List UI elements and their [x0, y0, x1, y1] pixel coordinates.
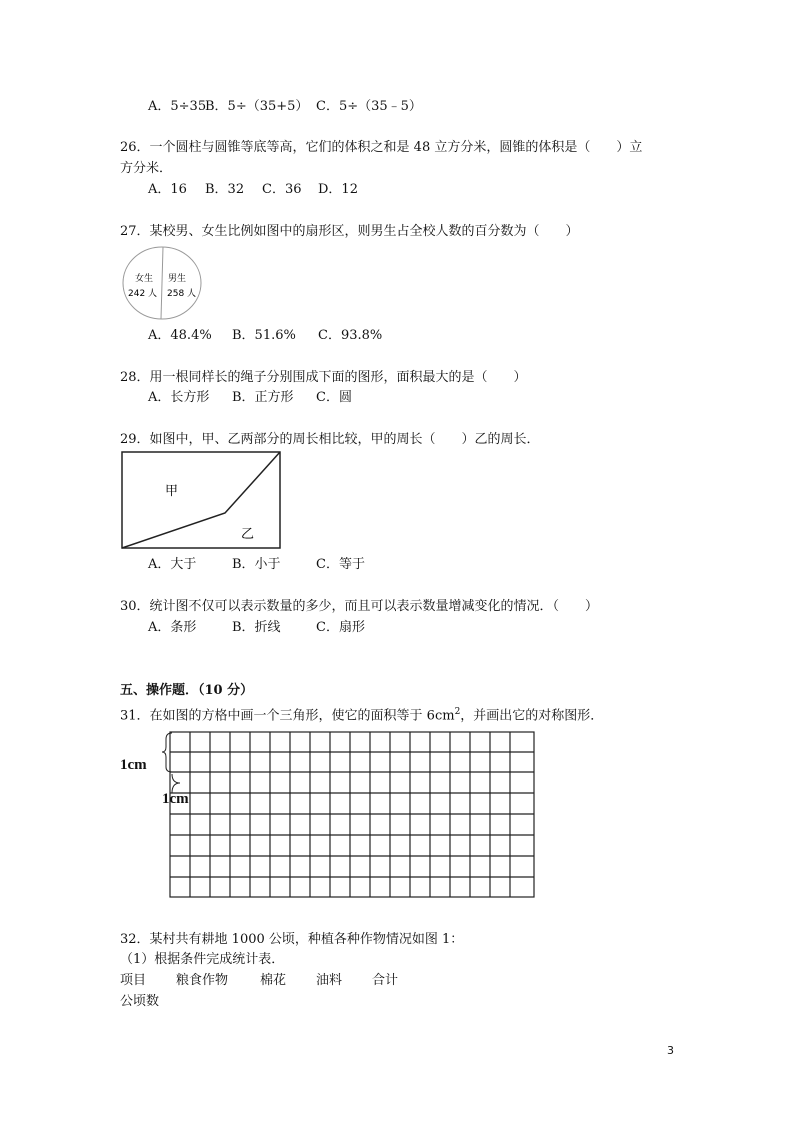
table-row-hectares: 公顷数: [120, 994, 160, 1009]
q28-option-c: C．圆: [316, 390, 352, 405]
label-jia: 甲: [165, 484, 179, 499]
q26-option-c: C．36: [262, 182, 302, 197]
pie-label-male: 男生: [168, 274, 187, 284]
q28-option-a: A．长方形: [148, 390, 210, 405]
q32-text: 32．某村共有耕地 1000 公顷，种植各种作物情况如图 1：: [120, 932, 464, 947]
q26-option-d: D．12: [318, 182, 358, 197]
q31-text-post: ，并画出它的对称图形．: [460, 708, 604, 724]
table-header-grain: 粮食作物: [176, 973, 229, 988]
label-yi: 乙: [241, 527, 255, 542]
q26-text-line2: 方分米．: [120, 161, 173, 176]
q31-superscript: 2: [454, 707, 461, 717]
rectangle-outline: [122, 452, 280, 548]
page-number: 3: [667, 1044, 674, 1057]
pie-value-female: 242 人: [128, 289, 158, 299]
table-header-item: 项目: [120, 973, 147, 988]
q30-option-b: B．折线: [232, 620, 281, 635]
q27-option-c: C．93.8%: [318, 328, 383, 343]
q25-option-a: A．5÷35: [148, 99, 207, 114]
pie-label-female: 女生: [135, 274, 154, 284]
grid-label-vertical: 1cm: [120, 757, 147, 773]
q27-pie-chart: [121, 245, 205, 323]
q26-option-b: B．32: [205, 182, 245, 197]
q28-text: 28．用一根同样长的绳子分别围成下面的图形，面积最大的是（ ）: [120, 370, 527, 385]
q30-text: 30．统计图不仅可以表示数量的多少，而且可以表示数量增减变化的情况．（ ）: [120, 599, 599, 614]
q31-text: [120, 704, 603, 724]
q29-option-b: B．小于: [232, 557, 281, 572]
q25-option-c: C．5÷（35﹣5）: [316, 99, 422, 114]
q29-text: 29．如图中，甲、乙两部分的周长相比较，甲的周长（ ）乙的周长．: [120, 432, 540, 447]
q32-subquestion-1: （1）根据条件完成统计表．: [120, 952, 285, 967]
q27-text: 27．某校男、女生比例如图中的扇形区，则男生占全校人数的百分数为（ ）: [120, 224, 579, 239]
q27-option-b: B．51.6%: [232, 328, 296, 343]
table-header-cotton: 棉花: [260, 973, 287, 988]
grid-label-horizontal: 1cm: [162, 791, 189, 807]
q27-option-a: A．48.4%: [148, 328, 212, 343]
q29-option-c: C．等于: [316, 557, 365, 572]
table-header-total: 合计: [372, 973, 399, 988]
q26-text-line1: 26．一个圆柱与圆锥等底等高，它们的体积之和是 48 立方分米，圆锥的体积是（ ）立: [120, 140, 643, 155]
q26-option-a: A．16: [148, 182, 187, 197]
section-title: 五、操作题．（10 分）: [120, 683, 254, 698]
q29-figure: [121, 451, 283, 551]
q31-text-pre: 31．在如图的方格中画一个三角形，使它的面积等于 6cm: [120, 708, 455, 724]
q31-square-grid: [160, 731, 536, 899]
q28-option-b: B．正方形: [232, 390, 294, 405]
q30-option-c: C．扇形: [316, 620, 365, 635]
table-header-oil: 油料: [316, 973, 343, 988]
q25-option-b: B．5÷（35+5）: [205, 99, 309, 114]
pie-value-male: 258 人: [167, 289, 197, 299]
q29-option-a: A．大于: [148, 557, 197, 572]
q30-option-a: A．条形: [148, 620, 197, 635]
